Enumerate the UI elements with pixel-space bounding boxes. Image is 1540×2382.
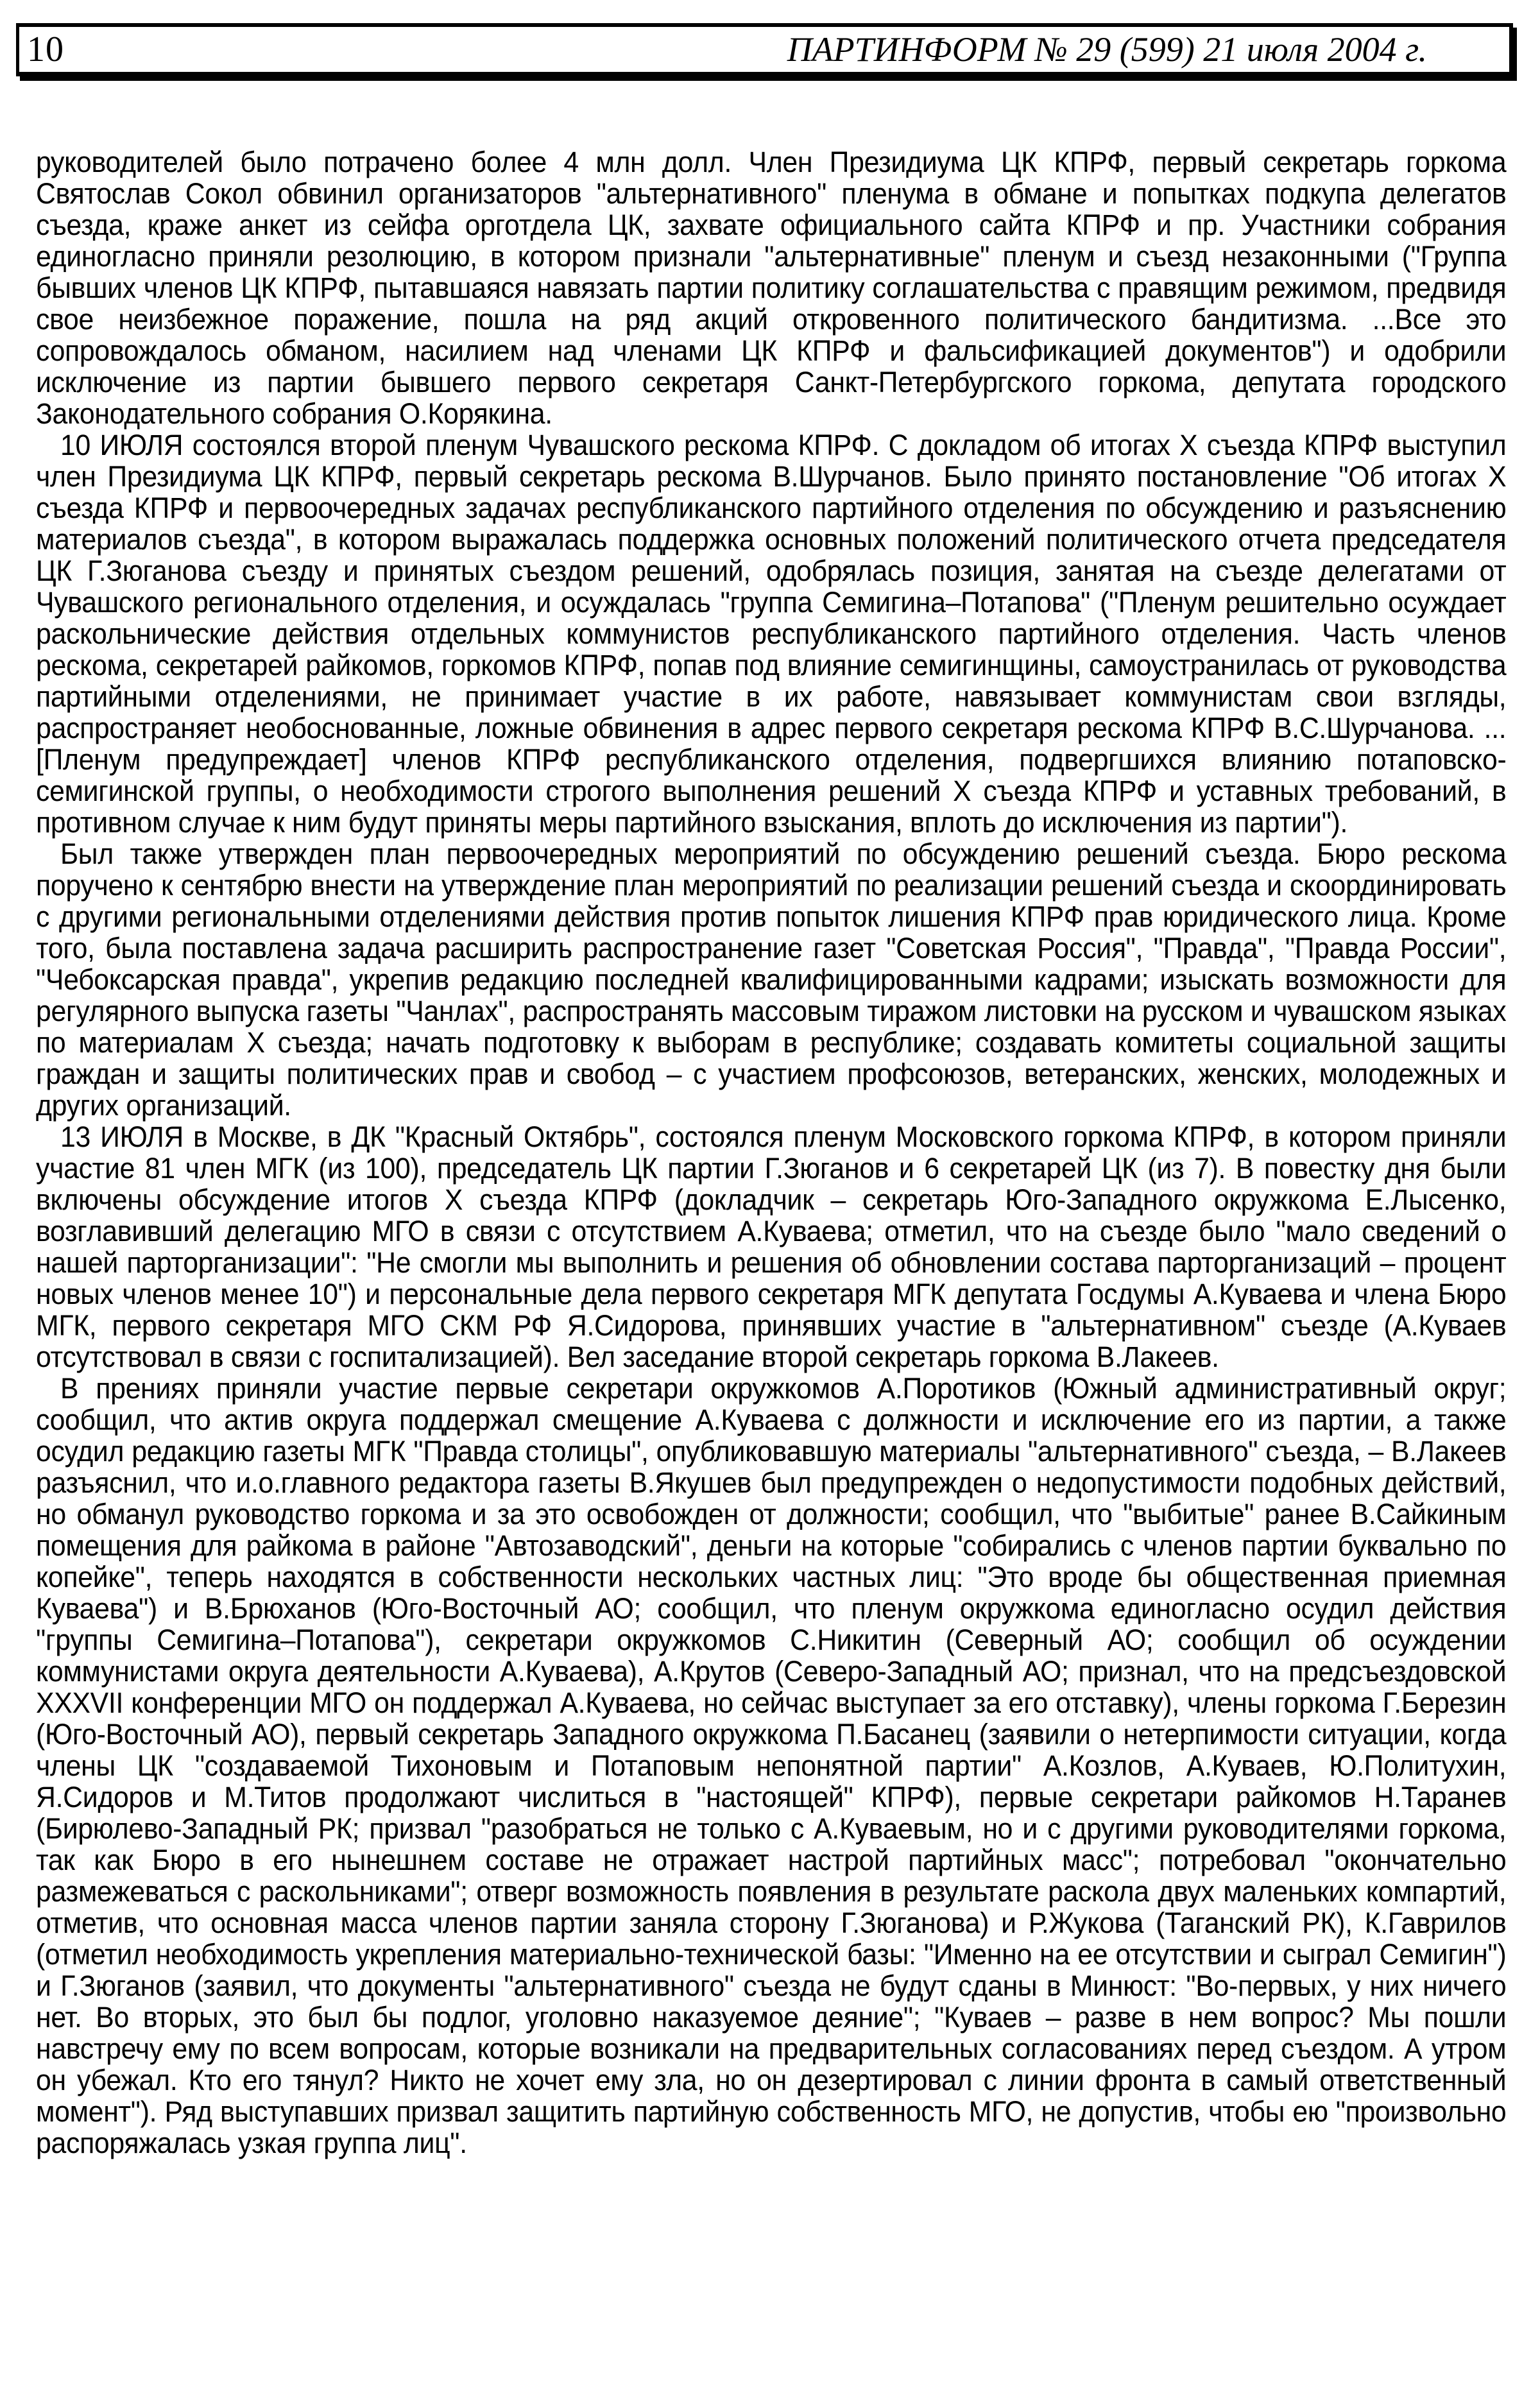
page-number: 10 <box>27 30 64 69</box>
article-paragraph: В прениях приняли участие первые секретари окружкомов А.Поротиков (Южный административный округ; сообщил, что актив округа поддержал смещение А.Куваева с должности и исключение его из партии, а также осудил редакцию газеты МГК "Правда столицы", опубликовавшую материалы "альтернативного" съезда, – В.Лакеев разъяснил, что и.о.главного редактора газеты В.Якушев был предупрежден о недопустимости подобных действий, но обманул руководство горкома и за это освобожден от должности; сообщил, что "выбитые" ранее В.Сайкиным помещения для райкома в районе "Автозаводский", деньги на которые "собирались с членов партии буквально по копейке", теперь находятся в собственности нескольких частных лиц: "Это вроде бы общественная приемная Куваева") и В.Брюханов (Юго-Восточный АО; сообщил, что пленум окружкома единогласно осудил действия "группы Семигина–Потапова"), секретари окружкомов С.Никитин (Северный АО; сообщил об осуждении коммунистами округа деятельности А.Куваева), А.Крутов (Северо-Западный АО; признал, что на предсъездовской XXXVII конференции МГО он поддержал А.Куваева, но сейчас выступает за его отставку), члены горкома Г.Березин (Юго-Восточный АО), первый секретарь Западного окружкома П.Басанец (заявили о нетерпимости ситуации, когда члены ЦК "создаваемой Тихоновым и Потаповым непонятной партии" А.Козлов, А.Куваев, Ю.Политухин, Я.Сидоров и М.Титов продолжают числиться в "настоящей" КПРФ), первые секретари райкомов Н.Таранев (Бирюлево-Западный РК; призвал "разобраться не только с А.Куваевым, но и с другими руководителями горкома, так как Бюро в его нынешнем составе не отражает настрой партийных масс"; потребовал "окончательно размежеваться с раскольниками"; отверг возможность появления в результате раскола двух маленьких компартий, отметив, что основная масса членов партии заняла сторону Г.Зюганова) и Р.Жукова (Таганский РК), К.Гаврилов (отметил необходимость укрепления материально-технической базы: "Именно на ее отсутствии и сыграл Семигин") и Г.Зюганов (заявил, что документы "альтернативного" съезда не будут сданы в Минюст: "Во-первых, у них ничего нет. Во вторых, это был бы подлог, уголовно наказуемое деяние"; "Куваев – разве в нем вопрос? Мы пошли навстречу ему по всем вопросам, которые возникали на предварительных согласованиях перед съездом. А утром он убежал. Кто его тянул? Никто не хочет ему зла, но он дезертировал с линии фронта в самый ответственный момент"). Ряд выступавших призвал защитить партийную собственность МГО, не допустив, чтобы ею "произвольно распоряжалась узкая группа лиц". <box>36 1372 1507 2159</box>
page-header <box>16 23 1513 76</box>
article-paragraph: 13 ИЮЛЯ в Москве, в ДК "Красный Октябрь", состоялся пленум Московского горкома КПРФ, в котором приняли участие 81 член МГК (из 100), председатель ЦК партии Г.Зюганов и 6 секретарей ЦК (из 7). В повестку дня были включены обсуждение итогов X съезда КПРФ (докладчик – секретарь Юго-Западного окружкома Е.Лысенко, возглавивший делегацию МГО в связи с отсутствием А.Куваева; отметил, что на съезде было "мало сведений о нашей парторганизации": "Не смогли мы выполнить и решения об обновлении состава парторганизаций – процент новых членов менее 10") и персональные дела первого секретаря МГК депутата Госдумы А.Куваева и члена Бюро МГК, первого секретаря МГО СКМ РФ Я.Сидорова, принявших участие в "альтернативном" съезде (А.Куваев отсутствовал в связи с госпитализацией). Вел заседание второй секретарь горкома В.Лакеев. <box>36 1120 1507 1373</box>
article-paragraph: 10 ИЮЛЯ состоялся второй пленум Чувашского рескома КПРФ. С докладом об итогах X съезда КПРФ выступил член Президиума ЦК КПРФ, первый секретарь рескома В.Шурчанов. Было принято постановление "Об итогах X съезда КПРФ и первоочередных задачах республиканского партийного отделения по обсуждению и разъяснению материалов съезда", в котором выражалась поддержка основных положений политического отчета председателя ЦК Г.Зюганова съезду и принятых съездом решений, одобрялась позиция, занятая на съезде делегатами от Чувашского регионального отделения, и осуждалась "группа Семигина–Потапова" ("Пленум решительно осуждает раскольнические действия отдельных коммунистов республиканского партийного отделения. Часть членов рескома, секретарей райкомов, горкомов КПРФ, попав под влияние семигинщины, самоустранилась от руководства партийными отделениями, не принимает участие в их работе, навязывает коммунистам свои взгляды, распространяет необоснованные, ложные обвинения в адрес первого секретаря рескома КПРФ В.С.Шурчанова. ...[Пленум предупреждает] членов КПРФ республиканского отделения, подвергшихся влиянию потаповско-семигинской группы, о необходимости строгого выполнения решений X съезда КПРФ и уставных требований, в противном случае к ним будут приняты меры партийного взыскания, вплоть до исключения из партии"). <box>36 429 1507 839</box>
newsletter-title: ПАРТИНФОРМ № 29 (599) 21 июля 2004 г. <box>787 30 1427 69</box>
article-paragraph: руководителей было потрачено более 4 млн долл. Член Президиума ЦК КПРФ, первый секретарь горкома Святослав Сокол обвинил организаторов "альтернативного" пленума в обмане и попытках подкупа делегатов съезда, краже анкет из сейфа орготдела ЦК, захвате официального сайта КПРФ и пр. Участники собрания единогласно приняли резолюцию, в котором признали "альтернативные" пленум и съезд незаконными ("Группа бывших членов ЦК КПРФ, пытавшаяся навязать партии политику соглашательства с правящим режимом, предвидя свое неизбежное поражение, пошла на ряд акций откровенного политического бандитизма. ...Все это сопровождалось обманом, насилием над членами ЦК КПРФ и фальсификацией документов") и одобрили исключение из партии бывшего первого секретаря Санкт-Петербургского горкома, депутата городского Законодательного собрания О.Корякина. <box>36 146 1507 430</box>
article-body <box>36 146 1506 2159</box>
article-paragraph: Был также утвержден план первоочередных мероприятий по обсуждению решений съезда. Бюро рескома поручено к сентябрю внести на утверждение план мероприятий по реализации решений съезда и скоординировать с другими региональными отделениями действия против попыток лишения КПРФ прав юридического лица. Кроме того, была поставлена задача расширить распространение газет "Советская Россия", "Правда", "Правда России", "Чебоксарская правда", укрепив редакцию последней квалифицированными кадрами; изыскать возможности для регулярного выпуска газеты "Чанлах", распространять массовым тиражом листовки на русском и чувашском языках по материалам X съезда; начать подготовку к выборам в республике; создавать комитеты социальной защиты граждан и защиты политических прав и свобод – с участием профсоюзов, ветеранских, женских, молодежных и других организаций. <box>36 837 1507 1122</box>
